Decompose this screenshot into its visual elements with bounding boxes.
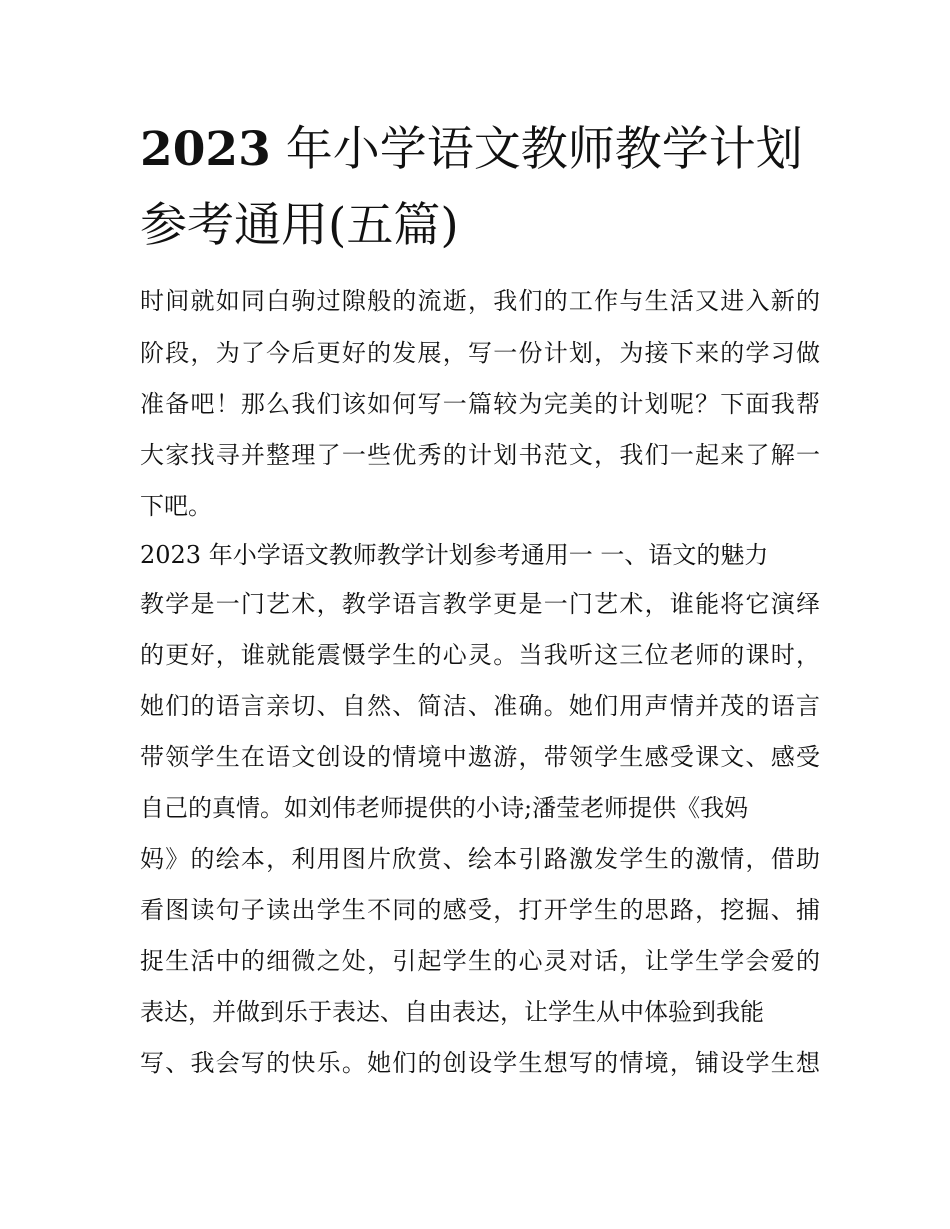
intro-line: 阶段，为了今后更好的发展，写一份计划，为接下来的学习做 <box>140 339 820 367</box>
body-line: 她们的语言亲切、自然、简洁、准确。她们用声情并茂的语言 <box>140 692 820 720</box>
body-line: 写、我会写的快乐。她们的创设学生想写的情境，铺设学生想 <box>140 1049 820 1077</box>
body-line: 看图读句子读出学生不同的感受，打开学生的思路，挖掘、捕 <box>140 896 820 924</box>
body-line: 的更好，谁就能震慑学生的心灵。当我听这三位老师的课时， <box>140 641 820 669</box>
intro-line: 下吧。 <box>140 492 212 520</box>
body-line: 妈》的绘本，利用图片欣赏、绘本引路激发学生的激情，借助 <box>140 845 820 873</box>
intro-line: 准备吧！那么我们该如何写一篇较为完美的计划呢？下面我帮 <box>140 390 820 418</box>
body-line: 带领学生在语文创设的情境中遨游，带领学生感受课文、感受 <box>140 743 820 771</box>
body-line: 自己的真情。如刘伟老师提供的小诗;潘莹老师提供《我妈 <box>140 794 749 822</box>
title-year: 2023 <box>140 122 271 177</box>
document-title <box>140 112 820 264</box>
title-line2: 参考通用(五篇) <box>140 198 459 253</box>
section-heading: 2023 年小学语文教师教学计划参考通用一 一、语文的魅力 <box>140 541 769 569</box>
body-line: 表达，并做到乐于表达、自由表达，让学生从中体验到我能 <box>140 998 764 1026</box>
body-line: 捉生活中的细微之处，引起学生的心灵对话，让学生学会爱的 <box>140 947 820 975</box>
intro-line: 大家找寻并整理了一些优秀的计划书范文，我们一起来了解一 <box>140 441 820 469</box>
title-line1-rest: 年小学语文教师教学计划 <box>270 122 803 177</box>
intro-line: 时间就如同白驹过隙般的流逝，我们的工作与生活又进入新的 <box>140 287 820 315</box>
body-line: 教学是一门艺术，教学语言教学更是一门艺术，谁能将它演绎 <box>140 590 820 618</box>
